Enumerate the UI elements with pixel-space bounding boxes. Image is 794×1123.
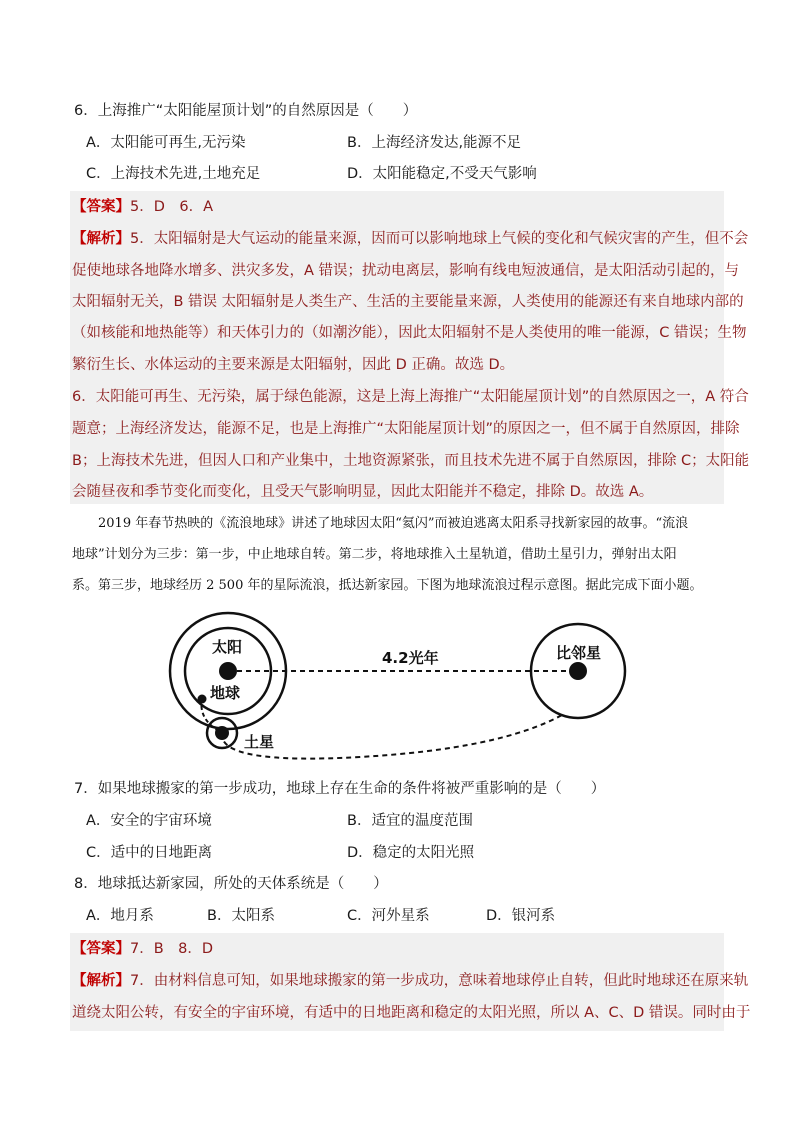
answer-1-text: 5．D 6．A (130, 199, 214, 215)
q6-option-a: A．太阳能可再生,无污染 (86, 135, 246, 151)
proxima-dot (569, 662, 587, 680)
answer-tag: 【答案】 (72, 941, 130, 957)
answer-2-text: 7．B 8．D (130, 941, 214, 957)
earth-wandering-diagram (160, 605, 640, 765)
proxima-label: 比邻星 (556, 644, 602, 662)
sun-dot (219, 662, 237, 680)
analysis-1-line-2: 促使地球各地降水增多、洪灾多发，A 错误；扰动电离层，影响有线电短波通信，是太阳活动引起的，与 (72, 263, 740, 279)
answer-2 (72, 939, 213, 959)
question-6-stem: 6．上海推广“太阳能屋顶计划”的自然原因是（ ） (74, 103, 418, 119)
analysis-1-line-9: 会随昼夜和季节变化而变化，且受天气影响明显，因此太阳能并不稳定，排除 D。故选 A。 (72, 484, 654, 500)
q6-option-d: D．太阳能稳定,不受天气影响 (347, 166, 537, 182)
answer-1 (72, 197, 213, 217)
q6-option-b: B．上海经济发达,能源不足 (347, 135, 522, 151)
analysis-tag: 【解析】 (72, 973, 130, 989)
question-8-stem: 8．地球抵达新家园，所处的天体系统是（ ） (74, 876, 388, 892)
saturn-dot (215, 726, 229, 740)
analysis-1-line-1: 【解析】5．太阳辐射是大气运动的能量来源，因而可以影响地球上气候的变化和气候灾害的产生，但不会 (72, 231, 749, 247)
saturn-label: 土星 (244, 733, 275, 751)
analysis-2-line-2: 道绕太阳公转，有安全的宇宙环境，有适中的日地距离和稳定的太阳光照，所以 A、C、D 错误。同时由于 (72, 1005, 751, 1021)
analysis-tag: 【解析】 (72, 231, 130, 247)
analysis-1-line-5: 繁衍生长、水体运动的主要来源是太阳辐射，因此 D 正确。故选 D。 (72, 357, 515, 373)
analysis-1-line-3: 太阳辐射无关，B 错误 太阳辐射是人类生产、生活的主要能量来源，人类使用的能源还有来自地球内部的 (72, 294, 744, 310)
earth-dot (198, 695, 207, 704)
q6-option-c: C．上海技术先进,土地充足 (86, 166, 261, 182)
q7-option-b: B．适宜的温度范围 (347, 813, 473, 829)
sun-label: 太阳 (212, 638, 243, 656)
analysis-1-line-6: 6．太阳能可再生、无污染，属于绿色能源，这是上海上海推广“太阳能屋顶计划”的自然原因之一，A 符合 (72, 389, 749, 405)
analysis-1-line-4: （如核能和地热能等）和天体引力的（如潮汐能），因此太阳辐射不是人类使用的唯一能源，C 错误；生物 (72, 325, 747, 341)
material-line-1: 2019 年春节热映的《流浪地球》讲述了地球因太阳“氦闪”而被迫逃离太阳系寻找新家园的故事。“流浪 (72, 516, 689, 531)
answer-tag: 【答案】 (72, 199, 130, 215)
material-line-2: 地球”计划分为三步：第一步，中止地球自转。第二步，将地球推入土星轨道，借助土星引力，弹射出太阳 (72, 547, 677, 562)
analysis-1-line-8: B；上海技术先进，但因人口和产业集中，土地资源紧张，而且技术先进不属于自然原因，排除 C；太阳能 (72, 453, 750, 469)
analysis-2-line-1: 【解析】7．由材料信息可知，如果地球搬家的第一步成功，意味着地球停止自转，但此时地球还在原来轨 (72, 973, 749, 989)
analysis-1-line-7: 题意；上海经济发达，能源不足，也是上海推广“太阳能屋顶计划”的原因之一，但不属于自然原因，排除 (72, 421, 740, 437)
q8-option-d: D．银河系 (486, 908, 556, 924)
material-line-3: 系。第三步，地球经历 2 500 年的星际流浪，抵达新家园。下图为地球流浪过程示意图。据此完成下面小题。 (72, 578, 703, 593)
q8-option-b: B．太阳系 (207, 908, 275, 924)
earth-label: 地球 (210, 684, 241, 702)
q7-option-c: C．适中的日地距离 (86, 845, 213, 861)
q7-option-d: D．稳定的太阳光照 (347, 845, 475, 861)
q8-option-c: C．河外星系 (347, 908, 430, 924)
question-7-stem: 7．如果地球搬家的第一步成功，地球上存在生命的条件将被严重影响的是（ ） (74, 781, 606, 797)
q7-option-a: A．安全的宇宙环境 (86, 813, 212, 829)
q8-option-a: A．地月系 (86, 908, 154, 924)
material-paragraph (72, 508, 724, 601)
distance-label: 4.2光年 (382, 649, 439, 667)
